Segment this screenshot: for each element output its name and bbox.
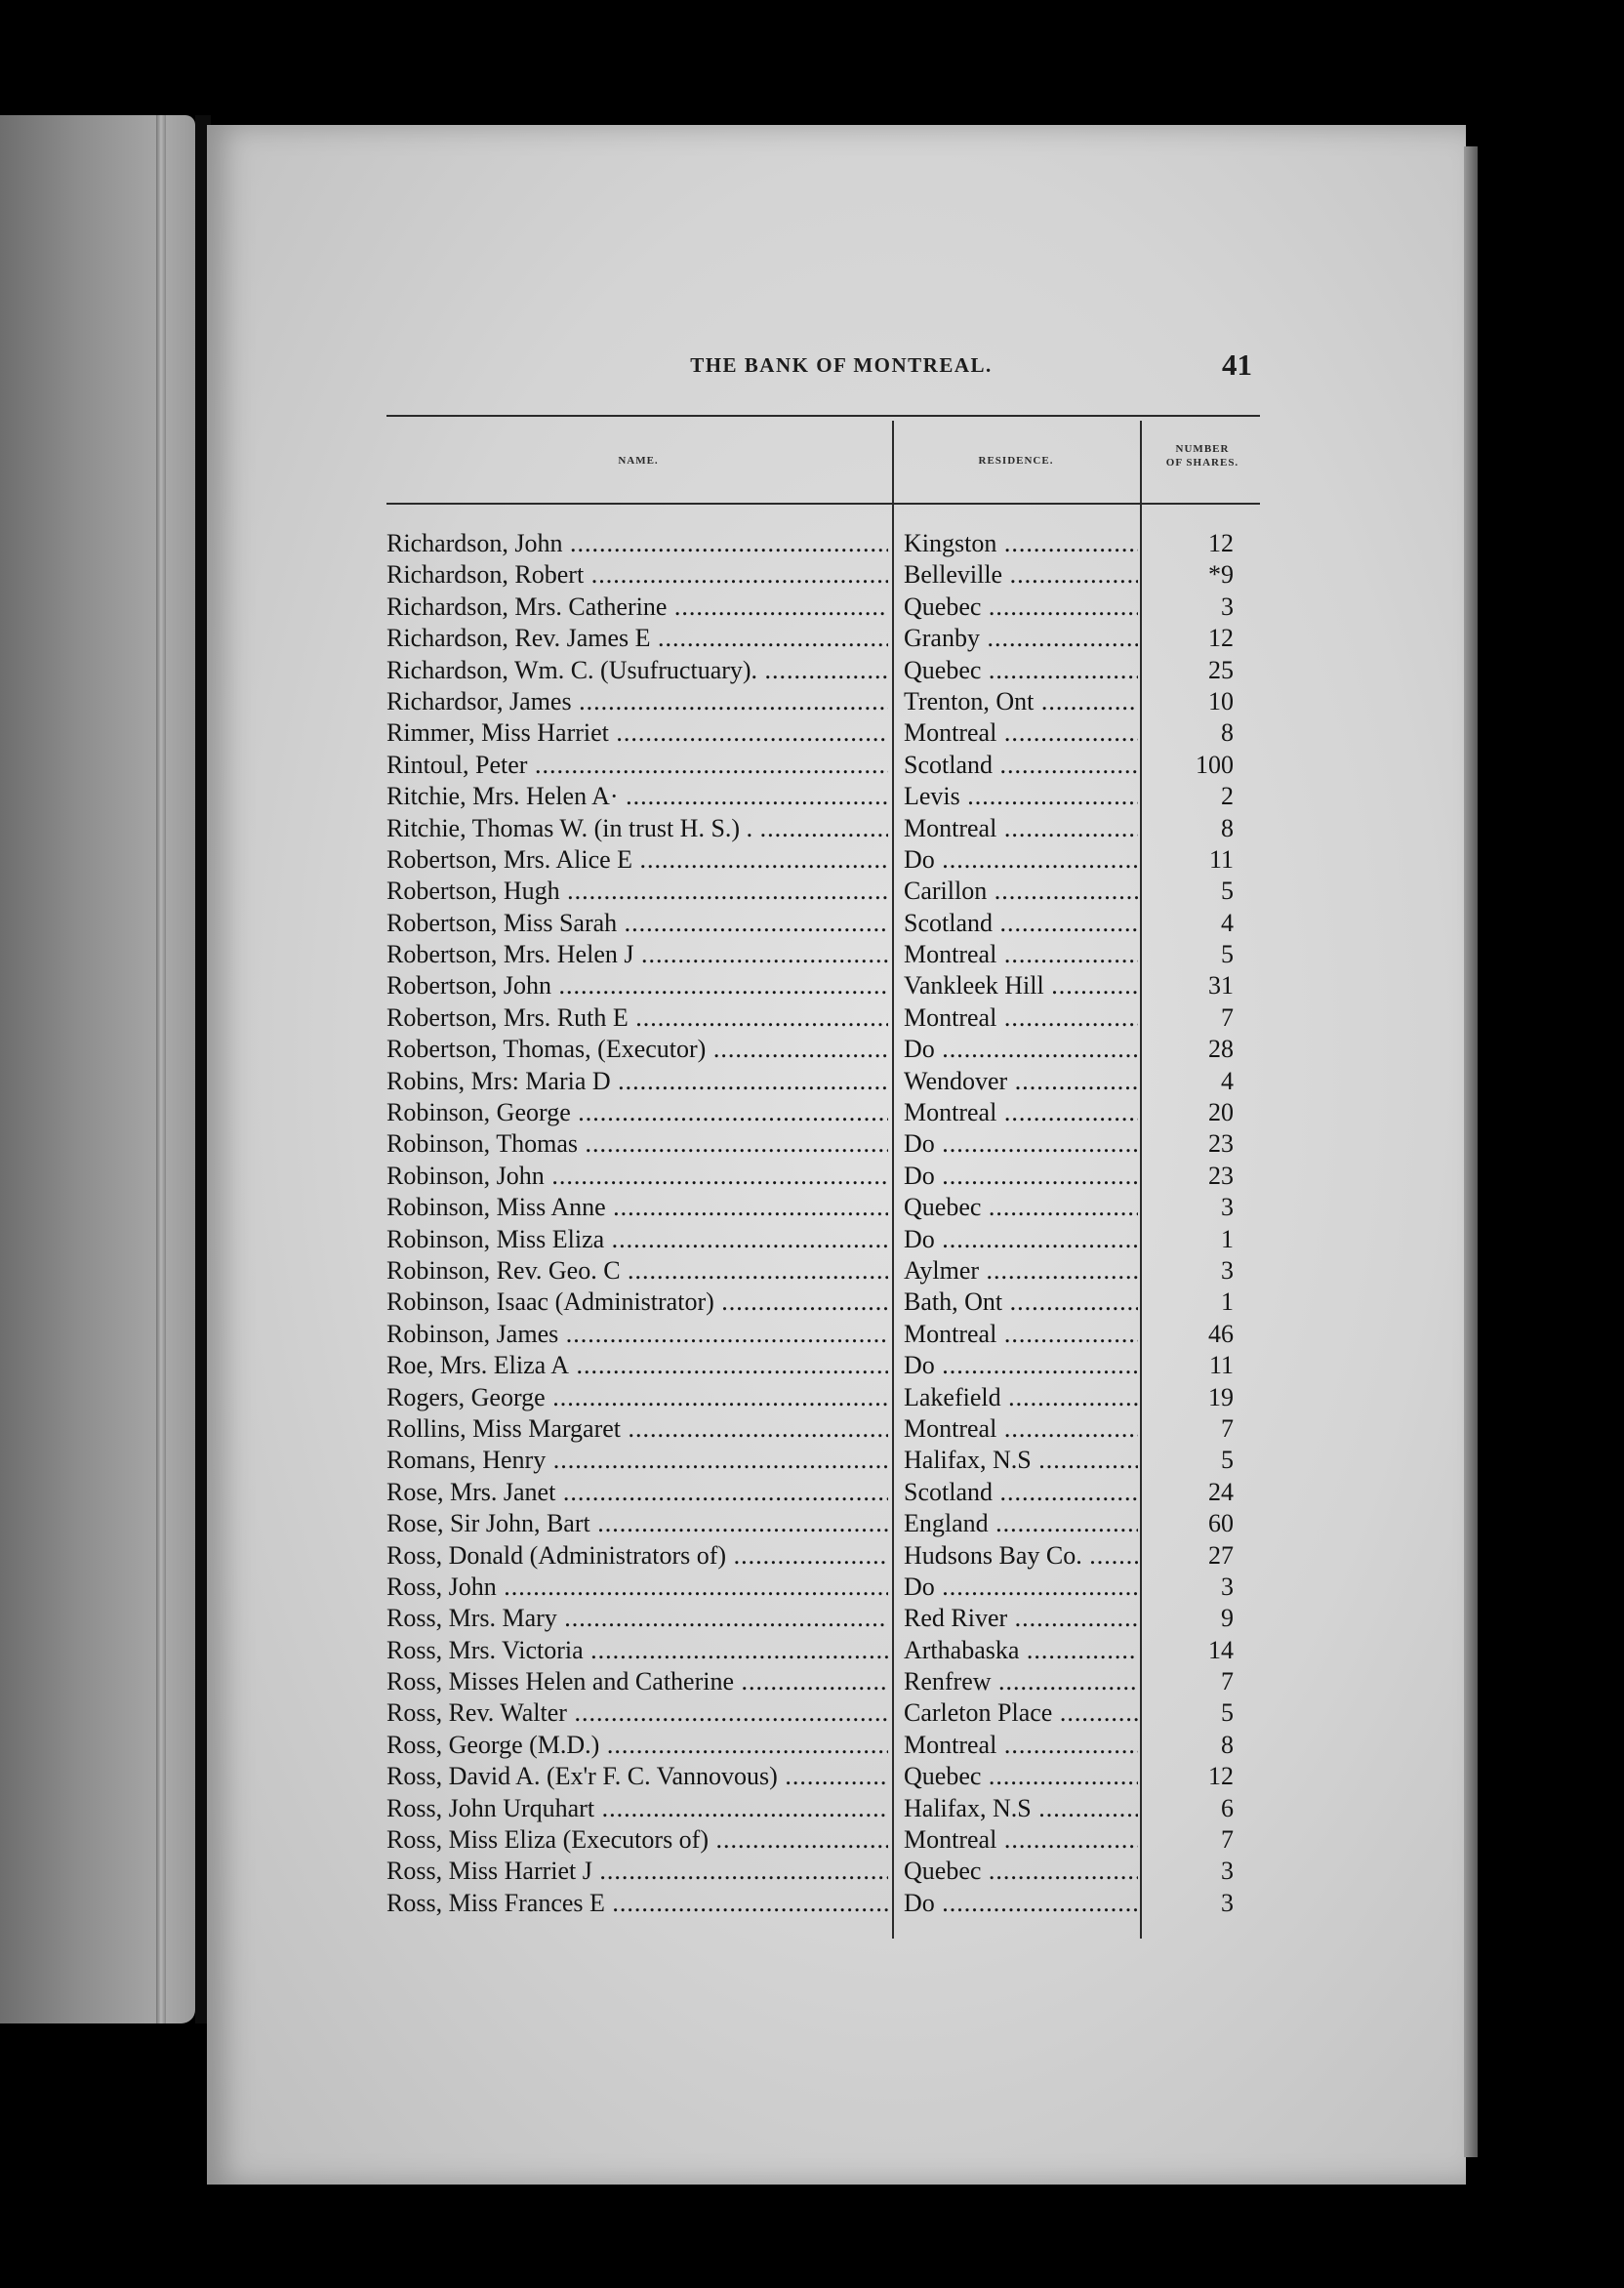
shareholder-name	[386, 1697, 888, 1729]
shareholder-residence	[904, 813, 1138, 844]
shareholder-shares: 12	[1208, 1762, 1234, 1791]
shareholder-name	[386, 528, 888, 559]
shareholder-shares: 3	[1221, 592, 1234, 621]
shareholder-name-text: Robertson, Thomas, (Executor) .....	[386, 1034, 888, 1065]
shareholder-name-text: Robertson, Mrs. Helen J .....	[386, 939, 888, 970]
shareholder-residence	[904, 1730, 1138, 1761]
shareholder-residence-text: Renfrew .....	[904, 1666, 1138, 1697]
shareholder-residence	[904, 939, 1138, 970]
shareholder-residence	[904, 1824, 1138, 1856]
shareholder-name-text: Robertson, Miss Sarah .....	[386, 908, 888, 939]
table-row	[386, 1413, 1267, 1445]
table-row	[386, 528, 1267, 559]
shareholder-name-text: Robinson, Isaac (Administrator) .....	[386, 1287, 888, 1318]
shareholder-residence-text: Scotland .....	[904, 908, 1138, 939]
shareholder-name	[386, 592, 888, 623]
shareholder-name	[386, 623, 888, 654]
shareholder-name	[386, 686, 888, 717]
shareholder-name-text: Rose, Sir John, Bart .....	[386, 1508, 888, 1539]
shareholder-residence	[904, 1350, 1138, 1381]
shareholder-name-text: Robertson, Hugh .....	[386, 876, 888, 907]
column-header-shares	[1144, 442, 1261, 470]
shareholder-name	[386, 1255, 888, 1287]
shareholder-name	[386, 1319, 888, 1350]
page-edge-shadow	[1464, 146, 1478, 2157]
shareholder-residence-text: Hudsons Bay Co. .....	[904, 1540, 1138, 1572]
shareholder-residence-text: Do .....	[904, 1888, 1138, 1919]
shareholder-residence-text: Trenton, Ont .....	[904, 686, 1138, 717]
shareholder-shares: 7	[1221, 1667, 1234, 1696]
shareholder-name-text: Robinson, Rev. Geo. C .....	[386, 1255, 888, 1287]
shareholder-name-text: Robinson, George .....	[386, 1097, 888, 1128]
shareholder-residence-text: Scotland .....	[904, 750, 1138, 781]
table-row	[386, 750, 1267, 781]
shareholder-residence	[904, 686, 1138, 717]
shareholder-residence	[904, 1066, 1138, 1097]
shareholder-residence-text: Aylmer .....	[904, 1255, 1138, 1287]
shareholder-shares: 31	[1208, 971, 1234, 1001]
table-row	[386, 1319, 1267, 1350]
shareholder-shares: 3	[1221, 1255, 1234, 1285]
shareholder-residence-text: Quebec .....	[904, 1856, 1138, 1887]
shareholder-name	[386, 1477, 888, 1508]
shareholder-residence	[904, 1635, 1138, 1666]
shareholder-shares: 12	[1208, 529, 1234, 557]
shareholder-shares: 28	[1208, 1035, 1234, 1064]
page-number: 41	[1222, 347, 1252, 382]
shareholder-residence-text: Montreal .....	[904, 1824, 1138, 1856]
shareholder-name	[386, 781, 888, 812]
table-row	[386, 623, 1267, 654]
shareholder-residence	[904, 1255, 1138, 1287]
shareholder-shares: 3	[1221, 1857, 1234, 1886]
table-row	[386, 1572, 1267, 1603]
shareholder-name	[386, 939, 888, 970]
shareholder-name-text: Ross, Donald (Administrators of) .....	[386, 1540, 888, 1572]
column-header-shares-line2: OF SHARES.	[1165, 457, 1239, 469]
shareholder-shares: 11	[1208, 1351, 1234, 1380]
table-row	[386, 1287, 1267, 1318]
shareholder-residence	[904, 1603, 1138, 1634]
table-row	[386, 1097, 1267, 1128]
shareholder-shares: 25	[1208, 655, 1234, 684]
table-row	[386, 717, 1267, 749]
shareholder-name	[386, 1761, 888, 1792]
table-row	[386, 1793, 1267, 1824]
shareholder-name	[386, 1224, 888, 1255]
table-row	[386, 1888, 1267, 1919]
column-header-shares-line1: NUMBER	[1175, 443, 1230, 455]
shareholder-residence-text: Lakefield .....	[904, 1382, 1138, 1413]
shareholder-residence	[904, 1128, 1138, 1160]
shareholder-shares: 1	[1221, 1224, 1234, 1253]
shareholder-residence-text: Halifax, N.S .....	[904, 1445, 1138, 1476]
shareholder-residence-text: Levis .....	[904, 781, 1138, 812]
shareholder-residence	[904, 1888, 1138, 1919]
shareholder-residence	[904, 1382, 1138, 1413]
shareholder-name-text: Ross, John Urquhart .....	[386, 1793, 888, 1824]
shareholder-residence-text: Montreal .....	[904, 1730, 1138, 1761]
table-header-rule	[386, 503, 1260, 505]
table-row	[386, 1002, 1267, 1034]
shareholder-residence	[904, 559, 1138, 591]
shareholder-residence	[904, 528, 1138, 559]
table-row	[386, 1382, 1267, 1413]
shareholder-shares: 5	[1221, 1698, 1234, 1728]
shareholder-residence	[904, 623, 1138, 654]
shareholder-name-text: Richardson, Rev. James E .....	[386, 623, 888, 654]
shareholder-name-text: Romans, Henry .....	[386, 1445, 888, 1476]
shareholder-residence	[904, 1287, 1138, 1318]
shareholder-residence-text: Vankleek Hill .....	[904, 970, 1138, 1001]
table-row	[386, 1603, 1267, 1634]
shareholder-residence-text: Halifax, N.S .....	[904, 1793, 1138, 1824]
shareholder-shares: 3	[1221, 1193, 1234, 1222]
shareholder-name-text: Rollins, Miss Margaret .....	[386, 1413, 888, 1445]
shareholder-residence-text: Do .....	[904, 1224, 1138, 1255]
shareholder-shares: 11	[1208, 844, 1234, 874]
shareholder-name	[386, 844, 888, 876]
shareholder-name-text: Ross, David A. (Ex'r F. C. Vannovous) .....	[386, 1761, 888, 1792]
shareholder-residence-text: Montreal .....	[904, 717, 1138, 749]
table-row	[386, 1730, 1267, 1761]
shareholder-residence-text: Red River .....	[904, 1603, 1138, 1634]
shareholder-shares: 4	[1221, 1066, 1234, 1095]
shareholder-name-text: Richardson, John .....	[386, 528, 888, 559]
shareholder-residence-text: Montreal .....	[904, 1413, 1138, 1445]
shareholder-residence	[904, 1445, 1138, 1476]
shareholder-residence	[904, 1572, 1138, 1603]
shareholder-residence	[904, 1508, 1138, 1539]
shareholder-name	[386, 717, 888, 749]
table-row	[386, 1445, 1267, 1476]
shareholder-shares: 3	[1221, 1888, 1234, 1917]
shareholder-shares: 60	[1208, 1509, 1234, 1538]
shareholder-residence	[904, 1413, 1138, 1445]
shareholder-residence-text: Montreal .....	[904, 1002, 1138, 1034]
shareholder-name	[386, 970, 888, 1001]
shareholder-residence-text: Montreal .....	[904, 813, 1138, 844]
shareholder-residence	[904, 1856, 1138, 1887]
shareholder-name	[386, 750, 888, 781]
shareholder-name-text: Rogers, George .....	[386, 1382, 888, 1413]
shareholder-name-text: Robinson, Miss Anne .....	[386, 1192, 888, 1223]
shareholder-name-text: Ross, Mrs. Victoria .....	[386, 1635, 888, 1666]
shareholder-residence	[904, 1697, 1138, 1729]
shareholder-name-text: Ritchie, Mrs. Helen A· .....	[386, 781, 888, 812]
shareholder-residence-text: Kingston .....	[904, 528, 1138, 559]
shareholder-name	[386, 1666, 888, 1697]
table-row	[386, 1540, 1267, 1572]
shareholder-residence-text: Do .....	[904, 1572, 1138, 1603]
shareholder-shares: 7	[1221, 1825, 1234, 1855]
shareholder-residence-text: Carleton Place .....	[904, 1697, 1138, 1729]
shareholder-name	[386, 1382, 888, 1413]
shareholder-shares: 100	[1196, 750, 1234, 779]
shareholder-shares: 7	[1221, 1413, 1234, 1443]
shareholder-name-text: Ross, George (M.D.) .....	[386, 1730, 888, 1761]
table-top-rule	[386, 415, 1260, 417]
shareholder-shares: 27	[1208, 1540, 1234, 1570]
shareholder-residence-text: England .....	[904, 1508, 1138, 1539]
shareholder-residence-text: Carillon .....	[904, 876, 1138, 907]
table-row	[386, 1635, 1267, 1666]
shareholder-name	[386, 1287, 888, 1318]
shareholder-residence	[904, 1793, 1138, 1824]
shareholder-shares: 7	[1221, 1002, 1234, 1032]
shareholder-name	[386, 1856, 888, 1887]
shareholder-name	[386, 1888, 888, 1919]
shareholder-residence-text: Do .....	[904, 1161, 1138, 1192]
shareholder-residence-text: Do .....	[904, 844, 1138, 876]
shareholder-residence	[904, 876, 1138, 907]
shareholder-name	[386, 1034, 888, 1065]
shareholder-shares: 24	[1208, 1477, 1234, 1506]
shareholder-shares: 46	[1208, 1319, 1234, 1348]
shareholder-name	[386, 1572, 888, 1603]
shareholder-name	[386, 1161, 888, 1192]
shareholder-residence	[904, 1540, 1138, 1572]
shareholder-residence-text: Wendover .....	[904, 1066, 1138, 1097]
shareholder-residence	[904, 717, 1138, 749]
column-header-name: NAME.	[618, 455, 659, 467]
table-row	[386, 1477, 1267, 1508]
shareholder-name-text: Richardson, Wm. C. (Usufructuary). .....	[386, 655, 888, 686]
shareholder-residence-text: Quebec .....	[904, 1761, 1138, 1792]
column-header-residence: RESIDENCE.	[978, 455, 1054, 467]
table-row	[386, 686, 1267, 717]
shareholder-residence	[904, 655, 1138, 686]
shareholder-residence-text: Montreal .....	[904, 1097, 1138, 1128]
table-row	[386, 1666, 1267, 1697]
table-row	[386, 781, 1267, 812]
shareholder-shares: 1	[1221, 1287, 1234, 1317]
shareholder-name-text: Ross, Mrs. Mary .....	[386, 1603, 888, 1634]
shareholder-residence	[904, 1477, 1138, 1508]
shareholder-residence-text: Granby .....	[904, 623, 1138, 654]
shareholder-residence	[904, 1761, 1138, 1792]
shareholder-name-text: Richardson, Robert .....	[386, 559, 888, 591]
shareholder-name-text: Roe, Mrs. Eliza A .....	[386, 1350, 888, 1381]
shareholder-name-text: Ross, Rev. Walter .....	[386, 1697, 888, 1729]
shareholder-residence	[904, 908, 1138, 939]
shareholder-name	[386, 1540, 888, 1572]
shareholder-residence-text: Quebec .....	[904, 655, 1138, 686]
shareholder-residence-text: Bath, Ont .....	[904, 1287, 1138, 1318]
table-row	[386, 1128, 1267, 1160]
table-row	[386, 1034, 1267, 1065]
left-page-fold	[156, 115, 166, 2023]
shareholder-name	[386, 1350, 888, 1381]
shareholder-name	[386, 876, 888, 907]
running-title: THE BANK OF MONTREAL.	[690, 353, 993, 377]
table-body	[386, 528, 1267, 1919]
shareholder-name-text: Robertson, Mrs. Alice E .....	[386, 844, 888, 876]
shareholder-residence-text: Do .....	[904, 1034, 1138, 1065]
table-row	[386, 908, 1267, 939]
shareholder-name	[386, 1066, 888, 1097]
table-row	[386, 970, 1267, 1001]
shareholder-shares: 23	[1208, 1129, 1234, 1159]
shareholder-name-text: Ross, Miss Frances E .....	[386, 1888, 888, 1919]
table-row	[386, 1350, 1267, 1381]
shareholder-shares: 8	[1221, 718, 1234, 748]
table-row	[386, 876, 1267, 907]
shareholder-residence	[904, 1666, 1138, 1697]
shareholder-name-text: Robinson, Thomas .....	[386, 1128, 888, 1160]
shareholder-shares: 19	[1208, 1382, 1234, 1411]
shareholder-name-text: Robinson, James .....	[386, 1319, 888, 1350]
table-row	[386, 1508, 1267, 1539]
shareholder-residence	[904, 750, 1138, 781]
shareholder-shares: 2	[1221, 782, 1234, 811]
shareholder-name	[386, 908, 888, 939]
shareholder-residence-text: Montreal .....	[904, 939, 1138, 970]
shareholder-shares: 5	[1221, 877, 1234, 906]
shareholder-name	[386, 1128, 888, 1160]
shareholder-name	[386, 1413, 888, 1445]
table-row	[386, 1066, 1267, 1097]
shareholder-name	[386, 813, 888, 844]
table-row	[386, 1856, 1267, 1887]
shareholder-name-text: Rimmer, Miss Harriet .....	[386, 717, 888, 749]
table-row	[386, 844, 1267, 876]
table-row	[386, 1255, 1267, 1287]
shareholder-name	[386, 1824, 888, 1856]
table-row	[386, 813, 1267, 844]
table-row	[386, 655, 1267, 686]
shareholder-name-text: Richardson, Mrs. Catherine .....	[386, 592, 888, 623]
shareholder-residence	[904, 1034, 1138, 1065]
shareholder-name-text: Richardsor, James .....	[386, 686, 888, 717]
table-row	[386, 1761, 1267, 1792]
table-row	[386, 559, 1267, 591]
shareholder-shares: 8	[1221, 1730, 1234, 1759]
shareholder-residence	[904, 1097, 1138, 1128]
shareholder-name-text: Ross, Misses Helen and Catherine .....	[386, 1666, 888, 1697]
shareholder-residence-text: Scotland .....	[904, 1477, 1138, 1508]
table-row	[386, 1697, 1267, 1729]
shareholder-name-text: Robertson, Mrs. Ruth E .....	[386, 1002, 888, 1034]
shareholder-shares: 3	[1221, 1572, 1234, 1601]
shareholder-shares: 5	[1221, 1446, 1234, 1475]
shareholder-shares: 6	[1221, 1793, 1234, 1822]
shareholder-shares: 5	[1221, 940, 1234, 969]
shareholder-residence	[904, 1002, 1138, 1034]
shareholder-residence	[904, 592, 1138, 623]
table-row	[386, 592, 1267, 623]
table-row	[386, 939, 1267, 970]
table-row	[386, 1224, 1267, 1255]
shareholder-residence-text: Arthabaska .....	[904, 1635, 1138, 1666]
shareholder-name-text: Robertson, John .....	[386, 970, 888, 1001]
shareholder-residence-text: Montreal .....	[904, 1319, 1138, 1350]
shareholder-residence-text: Belleville .....	[904, 559, 1138, 591]
shareholder-name-text: Rintoul, Peter .....	[386, 750, 888, 781]
shareholder-name-text: Robinson, John .....	[386, 1161, 888, 1192]
shareholder-residence	[904, 781, 1138, 812]
shareholder-shares: *9	[1208, 560, 1234, 590]
shareholder-residence	[904, 1192, 1138, 1223]
shareholder-name-text: Ritchie, Thomas W. (in trust H. S.) . .....	[386, 813, 888, 844]
shareholder-name	[386, 1635, 888, 1666]
shareholder-name-text: Ross, Miss Eliza (Executors of) .....	[386, 1824, 888, 1856]
shareholder-name	[386, 655, 888, 686]
shareholder-name-text: Ross, John .....	[386, 1572, 888, 1603]
shareholder-name	[386, 1793, 888, 1824]
shareholder-shares: 10	[1208, 686, 1234, 715]
shareholder-residence	[904, 1224, 1138, 1255]
shareholder-name	[386, 1603, 888, 1634]
shareholder-residence	[904, 1319, 1138, 1350]
left-page-edge	[0, 115, 195, 2023]
shareholder-shares: 8	[1221, 813, 1234, 842]
shareholder-shares: 4	[1221, 908, 1234, 937]
shareholder-shares: 9	[1221, 1604, 1234, 1633]
shareholder-name	[386, 1508, 888, 1539]
shareholder-shares: 12	[1208, 624, 1234, 653]
shareholder-shares: 20	[1208, 1098, 1234, 1127]
table-row	[386, 1824, 1267, 1856]
shareholder-name-text: Rose, Mrs. Janet .....	[386, 1477, 888, 1508]
shareholder-name-text: Robins, Mrs: Maria D .....	[386, 1066, 888, 1097]
shareholder-residence-text: Quebec .....	[904, 1192, 1138, 1223]
shareholder-name	[386, 559, 888, 591]
shareholder-residence	[904, 1161, 1138, 1192]
shareholder-name	[386, 1192, 888, 1223]
shareholder-residence-text: Quebec .....	[904, 592, 1138, 623]
shareholder-residence-text: Do .....	[904, 1128, 1138, 1160]
shareholder-name	[386, 1097, 888, 1128]
shareholder-name	[386, 1002, 888, 1034]
shareholder-name	[386, 1445, 888, 1476]
shareholder-shares: 14	[1208, 1635, 1234, 1664]
shareholder-shares: 23	[1208, 1161, 1234, 1190]
shareholder-name-text: Ross, Miss Harriet J .....	[386, 1856, 888, 1887]
shareholder-name	[386, 1730, 888, 1761]
shareholder-residence-text: Do .....	[904, 1350, 1138, 1381]
shareholder-name-text: Robinson, Miss Eliza .....	[386, 1224, 888, 1255]
shareholder-residence	[904, 970, 1138, 1001]
shareholder-residence	[904, 844, 1138, 876]
table-row	[386, 1161, 1267, 1192]
table-row	[386, 1192, 1267, 1223]
